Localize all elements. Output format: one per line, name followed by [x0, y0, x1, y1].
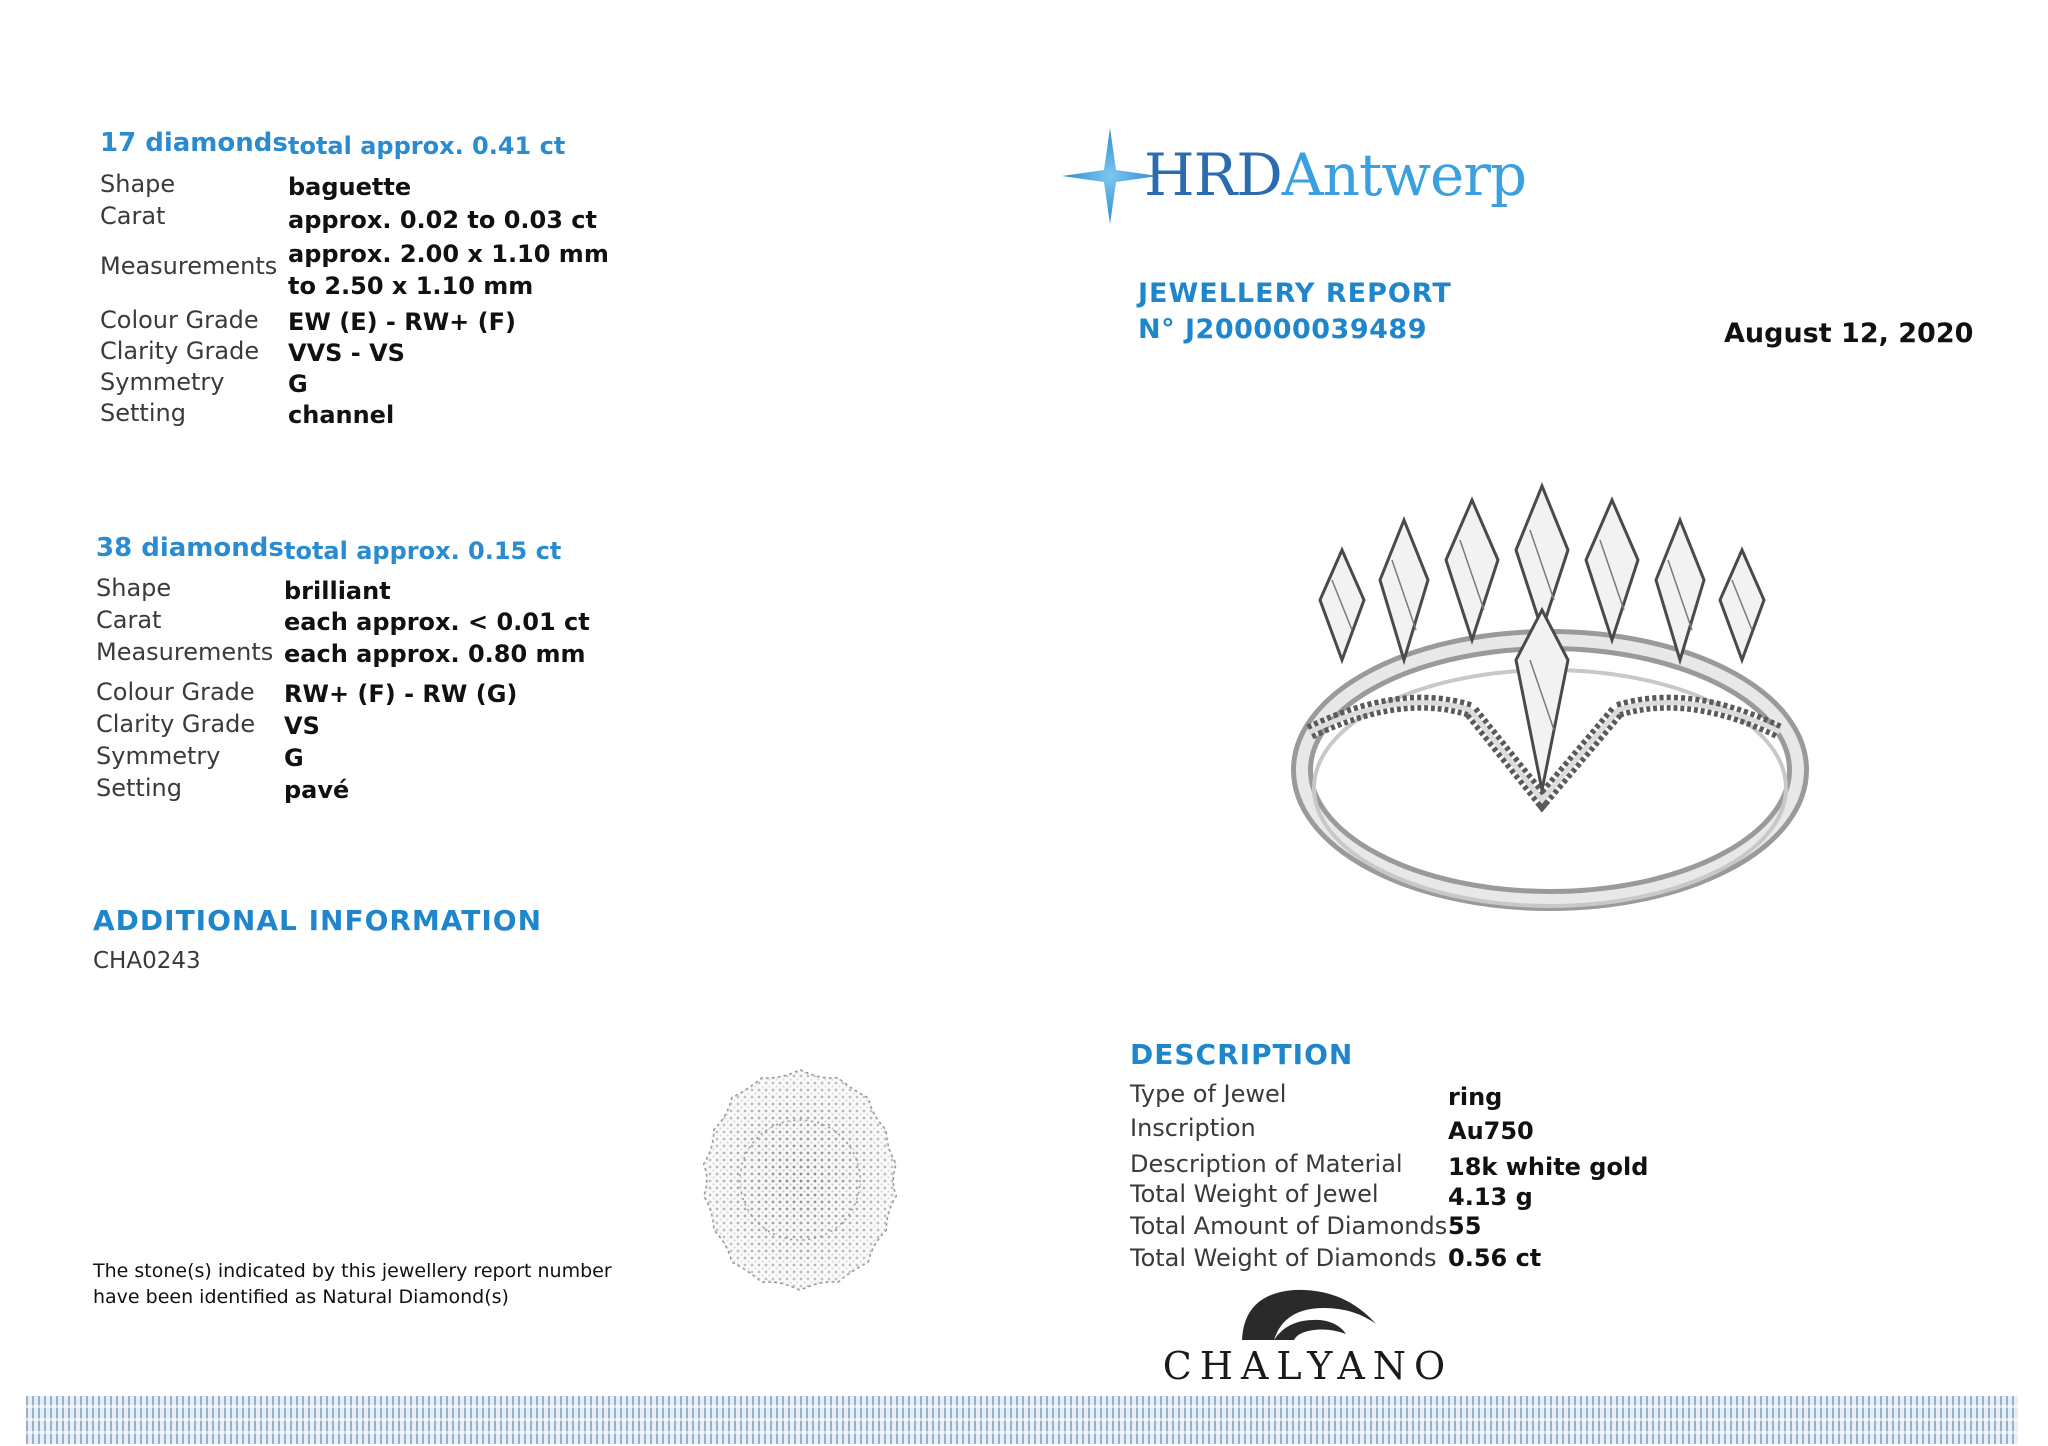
spec-value: G [284, 744, 304, 772]
description-label: Description of Material [1130, 1150, 1403, 1178]
description-value: Au750 [1448, 1117, 1534, 1145]
description-value: 55 [1448, 1212, 1482, 1240]
description-label: Total Amount of Diamonds [1130, 1212, 1448, 1240]
spec-value: channel [288, 401, 395, 429]
spec-label: Colour Grade [100, 306, 259, 334]
description-label: Total Weight of Jewel [1130, 1180, 1379, 1208]
spec-label: Shape [100, 170, 176, 198]
description-label: Total Weight of Diamonds [1130, 1244, 1437, 1272]
ring-photo [1280, 470, 1820, 930]
spec-label: Symmetry [100, 368, 225, 396]
additional-text: CHA0243 [93, 948, 201, 974]
spec-value: approx. 0.02 to 0.03 ct [288, 206, 597, 234]
disclaimer-line-1: The stone(s) indicated by this jewellery report number [93, 1260, 612, 1282]
description-specs [1130, 1080, 1830, 1280]
spec-value: VVS - VS [288, 339, 405, 367]
brand-antwerp: Antwerp [1281, 141, 1527, 209]
report-title: JEWELLERY REPORT [1138, 278, 1452, 309]
spec-value: each approx. 0.80 mm [284, 640, 586, 668]
group1-total: total approx. 0.41 ct [288, 132, 566, 160]
spec-value: brilliant [284, 577, 391, 605]
spec-value: pavé [284, 776, 350, 804]
chalyano-emblem-icon [1234, 1284, 1384, 1344]
spec-label: Clarity Grade [100, 337, 260, 365]
spec-value: approx. 2.00 x 1.10 mm [288, 240, 609, 268]
spec-label: Clarity Grade [96, 710, 256, 738]
spec-label: Shape [96, 574, 172, 602]
description-label: Type of Jewel [1130, 1080, 1287, 1108]
spec-label: Carat [100, 202, 166, 230]
description-value: 18k white gold [1448, 1153, 1649, 1181]
spec-value: each approx. < 0.01 ct [284, 608, 590, 636]
group2-specs [96, 574, 656, 814]
spec-label: Setting [100, 399, 186, 427]
baguette-crown-icon [1320, 486, 1764, 790]
spec-value: G [288, 370, 308, 398]
spec-label: Colour Grade [96, 678, 255, 706]
brand-hrd: HRD [1144, 141, 1282, 209]
spec-label: Carat [96, 606, 162, 634]
chalyano-logo [1138, 1284, 1478, 1388]
additional-heading: ADDITIONAL INFORMATION [93, 904, 543, 937]
spec-label: Measurements [96, 638, 274, 666]
description-value: 0.56 ct [1448, 1244, 1542, 1272]
description-label: Inscription [1130, 1114, 1256, 1142]
spec-label: Symmetry [96, 742, 221, 770]
brand-name [1144, 140, 1526, 210]
group2-header [96, 533, 656, 573]
description-value: 4.13 g [1448, 1183, 1533, 1211]
group2-total: total approx. 0.15 ct [284, 537, 562, 565]
spec-value-line2: to 2.50 x 1.10 mm [288, 272, 534, 300]
group2-count: 38 diamonds [96, 533, 284, 563]
spec-label: Measurements [100, 252, 278, 280]
spec-value: EW (E) - RW+ (F) [288, 308, 516, 336]
disclaimer [93, 1258, 612, 1310]
report-number: N° J200000039489 [1138, 314, 1427, 345]
spec-label: Setting [96, 774, 182, 802]
report-date: August 12, 2020 [1724, 318, 1974, 349]
description-heading: DESCRIPTION [1130, 1038, 1354, 1071]
hrd-logo [1060, 120, 1540, 230]
description-value: ring [1448, 1083, 1503, 1111]
security-stripe-overlay [26, 1396, 2018, 1444]
disclaimer-line-2: have been identified as Natural Diamond(s) [93, 1286, 509, 1308]
hologram-seal-icon [680, 1060, 920, 1300]
group1-count: 17 diamonds [100, 128, 288, 158]
spec-value: VS [284, 712, 320, 740]
spec-value: RW+ (F) - RW (G) [284, 680, 518, 708]
group1-specs [100, 170, 660, 440]
spec-value: baguette [288, 173, 412, 201]
chalyano-wordmark: CHALYANO [1162, 1344, 1454, 1388]
group1-header [100, 128, 660, 168]
